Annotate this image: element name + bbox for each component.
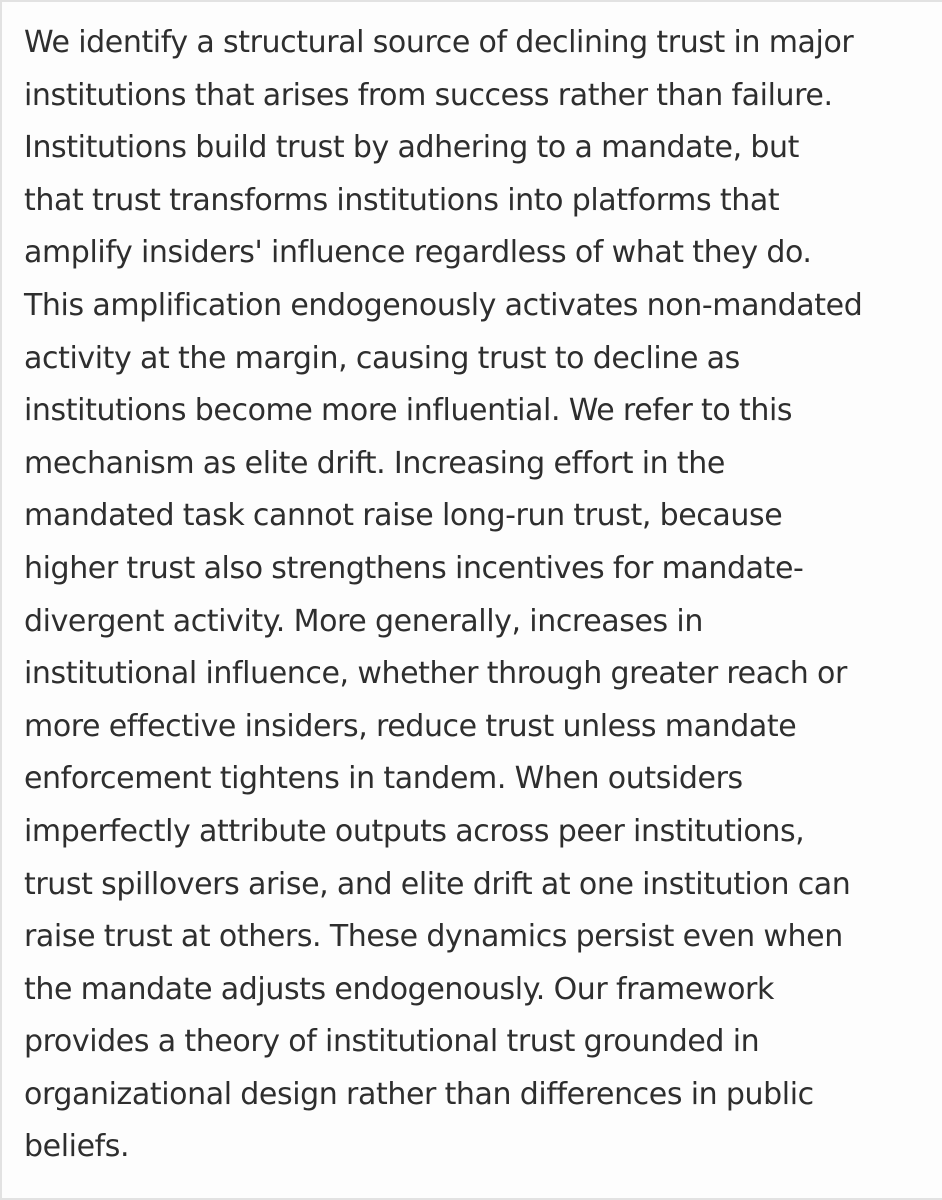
- abstract-line: imperfectly attribute outputs across peer institutions,: [24, 813, 805, 849]
- abstract-line: We identify a structural source of declining trust in major: [24, 25, 854, 60]
- abstract-line: mandated task cannot raise long-run trust, because: [24, 498, 783, 534]
- abstract-line: institutional influence, whether through greater reach or: [24, 656, 847, 692]
- abstract-line: beliefs.: [24, 1129, 130, 1165]
- abstract-line: mechanism as elite drift. Increasing effort in the: [24, 445, 725, 481]
- abstract-line: Institutions build trust by adhering to a mandate, but: [24, 130, 799, 166]
- abstract-line: provides a theory of institutional trust grounded in: [24, 1024, 760, 1060]
- abstract-line: organizational design rather than differences in public: [24, 1076, 814, 1112]
- abstract-line: enforcement tightens in tandem. When outsiders: [24, 761, 743, 797]
- abstract-line: institutions that arises from success rather than failure.: [24, 77, 833, 113]
- abstract-paragraph: [24, 17, 939, 1174]
- abstract-line: more effective insiders, reduce trust unless mandate: [24, 708, 797, 744]
- abstract-line: divergent activity. More generally, increases in: [24, 603, 703, 639]
- abstract-line: institutions become more influential. We refer to this: [24, 393, 793, 429]
- abstract-line: activity at the margin, causing trust to decline as: [24, 340, 740, 376]
- abstract-line: higher trust also strengthens incentives for mandate-: [24, 550, 804, 586]
- abstract-line: the mandate adjusts endogenously. Our framework: [24, 971, 774, 1007]
- abstract-line: that trust transforms institutions into platforms that: [24, 182, 780, 218]
- abstract-line: amplify insiders' influence regardless of what they do.: [24, 235, 812, 271]
- abstract-line: This amplification endogenously activates non-mandated: [24, 287, 863, 323]
- abstract-line: trust spillovers arise, and elite drift at one institution can: [24, 866, 851, 902]
- abstract-line: raise trust at others. These dynamics persist even when: [24, 919, 843, 955]
